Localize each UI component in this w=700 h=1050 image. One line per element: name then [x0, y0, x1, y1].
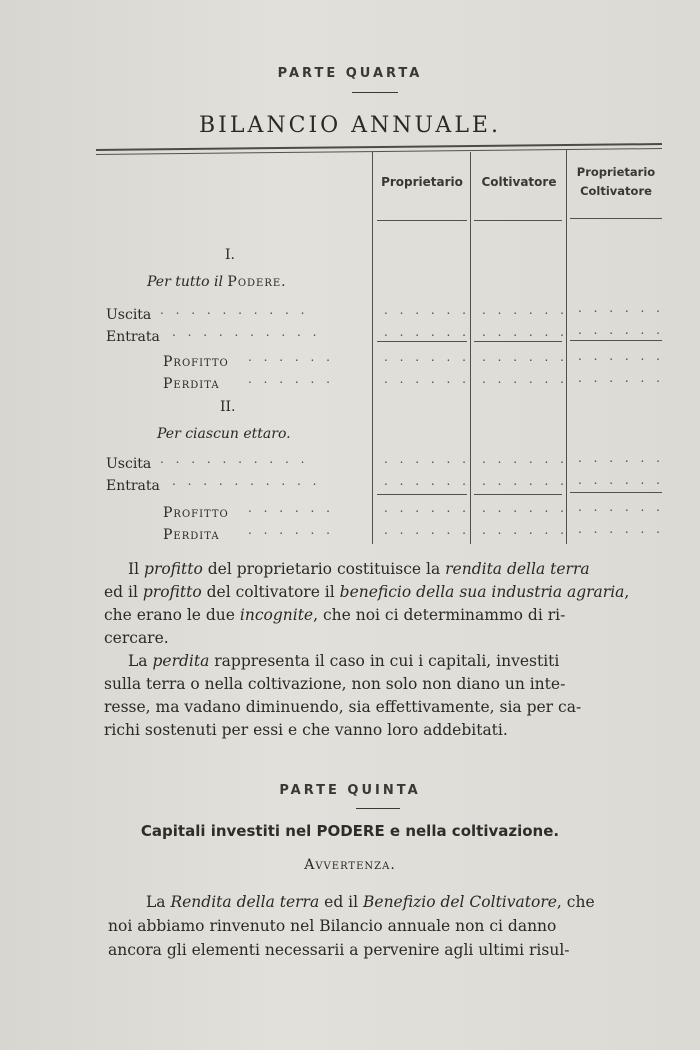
- table-cell: . . . . . .: [482, 303, 568, 317]
- table-cell: . . . . . .: [482, 372, 568, 386]
- row-label-perdita: Perdita: [163, 376, 220, 392]
- sum-rule: [474, 341, 562, 342]
- sum-rule: [377, 341, 467, 342]
- paragraph-line: sulla terra o nella coltivazione, non solo non diano un inte-: [104, 675, 566, 693]
- leader-dots: . . . . . .: [248, 372, 334, 386]
- header-rule: [474, 220, 562, 221]
- paragraph-line: cercare.: [104, 629, 169, 647]
- table-cell: . . . . . .: [384, 325, 470, 339]
- table-cell: . . . . . .: [578, 323, 664, 337]
- header-rule: [377, 220, 467, 221]
- table-cell: . . . . . .: [482, 474, 568, 488]
- table-cell: . . . . . .: [384, 350, 470, 364]
- sum-rule: [570, 492, 662, 493]
- paragraph-line: ed il profitto del coltivatore il beneficio della sua industria agraria,: [104, 583, 630, 601]
- row-label-profitto: Profitto: [163, 505, 229, 521]
- leader-dots: . . . . . . . . . .: [160, 452, 309, 466]
- column-divider: [372, 152, 373, 544]
- column-header-coltivatore: Coltivatore: [481, 175, 557, 189]
- page-title: BILANCIO ANNUALE.: [199, 113, 501, 138]
- table-cell: . . . . . .: [384, 372, 470, 386]
- leader-dots: . . . . . .: [248, 523, 334, 537]
- column-header-proprietario-coltivatore: Proprietario Coltivatore: [576, 165, 656, 198]
- table-cell: . . . . . .: [578, 522, 664, 536]
- row-label-profitto: Profitto: [163, 354, 229, 370]
- row-label-perdita: Perdita: [163, 527, 220, 543]
- leader-dots: . . . . . .: [248, 501, 334, 515]
- part-four-heading: PARTE QUARTA: [277, 66, 423, 81]
- row-label-uscita: Uscita: [106, 456, 152, 472]
- paragraph-line: La perdita rappresenta il caso in cui i capitali, investiti: [128, 652, 560, 670]
- paragraph-line: La Rendita della terra ed il Benefizio del Coltivatore, che: [146, 893, 595, 911]
- section-number: II.: [220, 399, 236, 415]
- leader-dots: . . . . . . . . . .: [172, 325, 321, 339]
- sum-rule: [570, 340, 662, 341]
- table-cell: . . . . . .: [482, 523, 568, 537]
- column-header-proprietario: Proprietario: [381, 175, 463, 189]
- table-cell: . . . . . .: [384, 523, 470, 537]
- table-cell: . . . . . .: [578, 451, 664, 465]
- row-label-entrata: Entrata: [106, 329, 160, 345]
- table-cell: . . . . . .: [482, 452, 568, 466]
- paragraph-line: Il profitto del proprietario costituisce la rendita della terra: [128, 560, 590, 578]
- table-cell: . . . . . .: [578, 349, 664, 363]
- table-cell: . . . . . .: [482, 350, 568, 364]
- row-label-entrata: Entrata: [106, 478, 160, 494]
- paragraph-line: resse, ma vadano diminuendo, sia effettivamente, sia per ca-: [104, 698, 582, 716]
- paragraph-line: che erano le due incognite, che noi ci determinammo di ri-: [104, 606, 566, 624]
- section-number: I.: [225, 247, 235, 263]
- section-subtitle: Capitali investiti nel PODERE e nella coltivazione.: [140, 822, 560, 840]
- notice-heading: Avvertenza.: [304, 857, 396, 873]
- row-label-uscita: Uscita: [106, 307, 152, 323]
- column-divider: [470, 152, 471, 544]
- table-cell: . . . . . .: [384, 452, 470, 466]
- paragraph-line: ancora gli elementi necessarii a pervenire agli ultimi risul-: [108, 941, 570, 959]
- heading-rule: [356, 808, 400, 809]
- leader-dots: . . . . . .: [248, 350, 334, 364]
- paragraph-line: richi sostenuti per essi e che vanno loro addebitati.: [104, 721, 508, 739]
- table-cell: . . . . . .: [578, 301, 664, 315]
- table-cell: . . . . . .: [384, 501, 470, 515]
- table-cell: . . . . . .: [384, 303, 470, 317]
- heading-rule: [352, 92, 398, 93]
- table-cell: . . . . . .: [384, 474, 470, 488]
- paragraph-line: noi abbiamo rinvenuto nel Bilancio annuale non ci danno: [108, 917, 557, 935]
- table-cell: . . . . . .: [578, 371, 664, 385]
- sum-rule: [377, 494, 467, 495]
- sum-rule: [474, 494, 562, 495]
- section-title: Per ciascun ettaro.: [157, 426, 291, 442]
- table-cell: . . . . . .: [578, 473, 664, 487]
- leader-dots: . . . . . . . . . .: [172, 474, 321, 488]
- part-five-heading: PARTE QUINTA: [279, 783, 421, 798]
- leader-dots: . . . . . . . . . .: [160, 303, 309, 317]
- header-rule: [570, 218, 662, 219]
- table-cell: . . . . . .: [578, 500, 664, 514]
- table-cell: . . . . . .: [482, 325, 568, 339]
- table-cell: . . . . . .: [482, 501, 568, 515]
- section-title: Per tutto il Podere.: [147, 274, 286, 290]
